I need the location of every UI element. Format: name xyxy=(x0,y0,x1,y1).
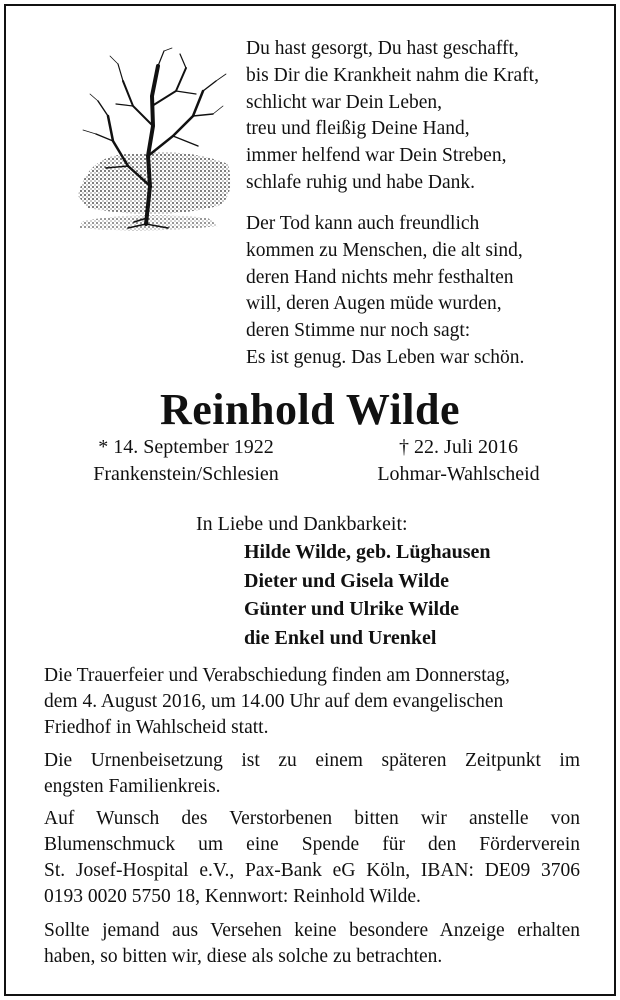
poem-line: schlafe ruhig und habe Dank. xyxy=(246,171,476,193)
poem-line: Du hast gesorgt, Du hast geschafft, xyxy=(246,38,519,59)
poem-line: treu und fleißig Deine Hand, xyxy=(246,118,470,140)
poem-line: bis Dir die Krankheit nahm die Kraft, xyxy=(246,64,539,86)
notice-line: dem 4. August 2016, um 14.00 Uhr auf dem evangelischen xyxy=(44,691,504,712)
birth-place: Frankenstein/Schlesien xyxy=(93,463,279,485)
poem-line: schlicht war Dein Leben, xyxy=(246,91,443,113)
death-info xyxy=(351,434,566,488)
deceased-name: Reinhold Wilde xyxy=(159,385,461,434)
apology-notice xyxy=(44,918,580,970)
notice-line: 0193 0020 5750 18, Kennwort: Reinhold Wilde. xyxy=(44,886,421,907)
poem-line: kommen zu Menschen, die alt sind, xyxy=(246,239,523,261)
mourner-name: die Enkel und Urenkel xyxy=(244,626,437,649)
birth-info xyxy=(76,434,296,488)
funeral-notice xyxy=(44,663,580,741)
mourners-list xyxy=(244,538,491,652)
notice-line: Auf Wunsch des Verstorbenen bitten wir anstelle von xyxy=(44,808,580,829)
obituary-frame xyxy=(4,4,616,996)
mourner-name: Hilde Wilde, geb. Lüghausen xyxy=(244,541,491,563)
poem-line: deren Hand nichts mehr festhalten xyxy=(246,266,514,288)
death-date: † 22. Juli 2016 xyxy=(399,436,518,458)
notice-line: haben, so bitten wir, diese als solche zu betrachten. xyxy=(44,946,443,967)
poem-line: deren Stimme nur noch sagt: xyxy=(246,320,471,342)
notice-line: Blumenschmuck um eine Spende für den Förderverein xyxy=(44,834,580,855)
birth-date: * 14. September 1922 xyxy=(98,436,274,458)
poem-stanza-2 xyxy=(246,211,524,372)
poem-line: Der Tod kann auch freundlich xyxy=(246,213,480,234)
notice-line: Die Trauerfeier und Verabschiedung finden am Donnerstag, xyxy=(44,665,510,686)
death-place: Lohmar-Wahlscheid xyxy=(377,463,540,485)
mourner-name: Dieter und Gisela Wilde xyxy=(244,569,450,592)
urn-notice xyxy=(44,748,580,800)
donation-notice xyxy=(44,806,580,910)
mourners-intro: In Liebe und Dankbarkeit: xyxy=(196,513,408,535)
notice-line: Die Urnenbeisetzung ist zu einem späteren Zeitpunkt im xyxy=(44,750,580,771)
notice-line: Friedhof in Wahlscheid statt. xyxy=(44,717,269,738)
notice-line: Sollte jemand aus Versehen keine besondere Anzeige erhalten xyxy=(44,920,580,941)
poem-line: will, deren Augen müde wurden, xyxy=(246,293,502,315)
notice-line: St. Josef-Hospital e.V., Pax-Bank eG Köln, IBAN: DE09 3706 xyxy=(44,860,580,881)
mourner-name: Günter und Ulrike Wilde xyxy=(244,598,460,620)
poem-stanza-1 xyxy=(246,36,539,197)
poem-line: Es ist genug. Das Leben war schön. xyxy=(246,346,525,368)
tree-icon xyxy=(68,46,238,236)
notice-line: engsten Familienkreis. xyxy=(44,776,221,797)
poem-line: immer helfend war Dein Streben, xyxy=(246,145,507,167)
